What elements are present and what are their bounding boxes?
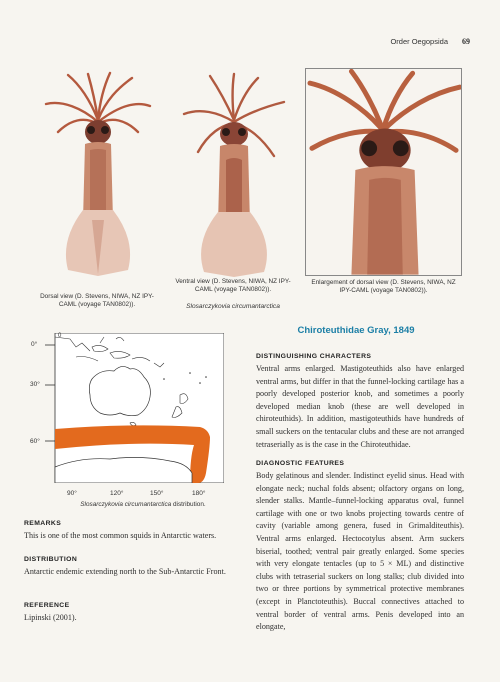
- distinguishing-text: Ventral arms enlarged. Mastigoteuthids also have enlarged ventral arms, but differ in that the funnel-locking cartilage has a poorly developed posterior knob, and sometimes a poorly developed median knob (these are well developed in chiroteuthids). In addition, mastigoteuthids have hundreds of small suckers on the tentacular clubs and these are not arranged tetraserially as is the case in the Chiroteuthidae.: [256, 364, 464, 449]
- family-title: Chiroteuthidae Gray, 1849: [297, 325, 415, 336]
- remarks-text: This is one of the most common squids in Antarctic waters.: [24, 531, 217, 540]
- map-caption-species: Slosarczykovia circumantarctica: [80, 501, 172, 508]
- distribution-text: Antarctic endemic extending north to the Sub-Antarctic Front.: [24, 567, 226, 576]
- distribution-map-graphic: [30, 333, 224, 483]
- photo-caption-ventral: Ventral view (D. Stevens, NIWA, NZ IPY-CAML (voyage TAN0802)).: [175, 278, 291, 293]
- lat-label-30: 30°: [30, 381, 40, 388]
- map-corner-label: 0: [58, 333, 62, 339]
- section-title: Order Oegopsida: [390, 37, 448, 46]
- distribution-map: [30, 333, 224, 483]
- squid-dorsal-illustration: [40, 70, 156, 280]
- lat-label-0: 0°: [31, 341, 38, 348]
- squid-photo-enlargement: [305, 68, 462, 276]
- squid-enlargement-illustration: [306, 69, 461, 275]
- remarks-heading: REMARKS: [24, 520, 62, 527]
- squid-photo-dorsal: [40, 70, 156, 280]
- distribution-heading: DISTRIBUTION: [24, 556, 78, 563]
- lat-label-60: 60°: [30, 438, 40, 445]
- page-number: 69: [462, 37, 470, 46]
- lon-label-90: 90°: [67, 490, 77, 497]
- distinguishing-heading: DISTINGUISHING CHARACTERS: [256, 353, 372, 360]
- diagnostic-text: Body gelatinous and slender. Indistinct eyelid sinus. Head with elongate neck; nuchal folds absent; olfactory organs on long, slender stalks. Mantle–funnel-locking apparatus oval, funnel cartilage with one or two knobs projecting towards centre of cavity (variable among genera, fused in Grimalditeuthis). Ventral arms enlarged. Hectocotylus absent. Arm suckers biserial, toothed; ventral pair greatly enlarged. Some species with very elongate tentacles (up to 5 × ML) and distinctive clubs with tetraserial suckers on long stalks; club divided into two or three portions by symmetrical protective membranes (except in Planctoteuthis). Buccal connectives attached to ventral border of ventral arms. Penis developed into an elongate,: [256, 471, 464, 632]
- running-head: [390, 37, 470, 46]
- lon-label-150: 150°: [150, 490, 164, 497]
- map-caption: [58, 501, 228, 508]
- reference-text: Lipinski (2001).: [24, 613, 77, 622]
- squid-photo-ventral: [178, 72, 290, 280]
- reference-heading: REFERENCE: [24, 602, 70, 609]
- photo-species-caption: Slosarczykovia circumantarctica: [186, 303, 280, 310]
- squid-ventral-illustration: [178, 72, 290, 280]
- map-caption-rest: distribution.: [171, 501, 206, 508]
- lon-label-180: 180°: [192, 490, 206, 497]
- photo-caption-enlargement: Enlargement of dorsal view (D. Stevens, NIWA, NZ IPY-CAML (voyage TAN0802)).: [311, 279, 456, 294]
- lon-label-120: 120°: [110, 490, 124, 497]
- diagnostic-heading: DIAGNOSTIC FEATURES: [256, 460, 345, 467]
- photo-caption-dorsal: Dorsal view (D. Stevens, NIWA, NZ IPY-CAML (voyage TAN0802)).: [40, 293, 154, 308]
